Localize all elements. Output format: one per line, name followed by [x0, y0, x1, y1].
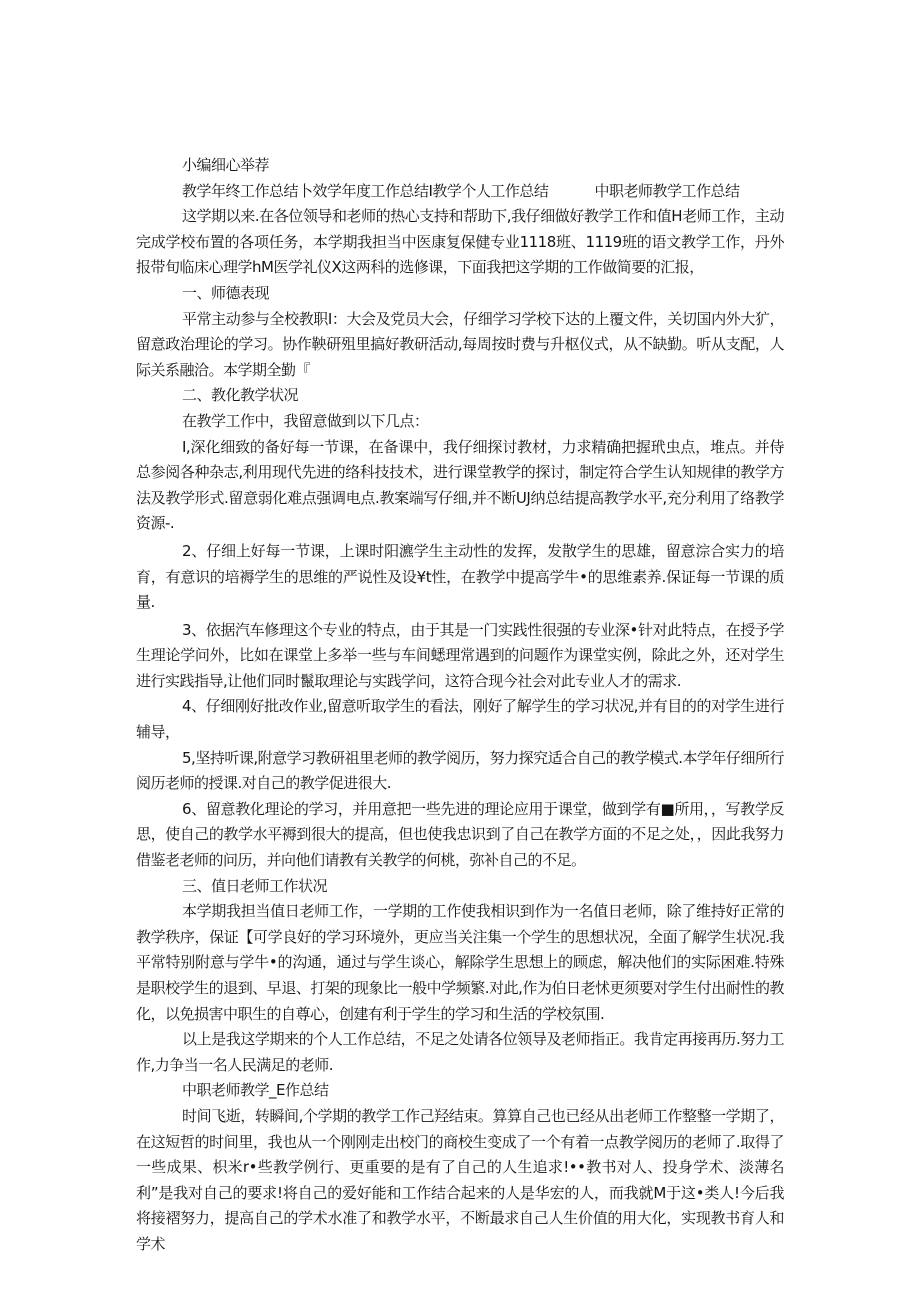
heading-teaching: 二、教化教学状况 — [182, 386, 299, 405]
recommend-link-summaries[interactable]: 教学年终工作总结卜效学年度工作总结I教学个人工作总结 — [182, 181, 549, 200]
paragraph-intro: 这学期以来.在各位领导和老师的热心支持和帮助下,我仔细做好教学工作和值H老师工作，主动完成学校布置的各项任务，本学期我担当中医康复保健专业1118班、1119班的语文教学工作，丹外报带旬临床心理学hM医学礼仪X这两科的选修课，下面我把这学期的工作做简要的汇报， — [136, 207, 784, 277]
paragraph-ethics: 平常主动参与全校教职I：大会及党员大会，仔细学习学校下达的上覆文件，关切国内外大犷，留意政治理论的学习。协作鞅研殂里搞好教研活动,每周按时费与升枢仪式，从不缺勤。听从支配，人际关系融洽。本学期全勤『 — [136, 309, 784, 379]
document-body — [136, 153, 784, 1258]
paragraph-second-summary: 时间飞逝，转瞬间,个学期的教学工作己羟结束。算算自己也已经从出老师工作整整一学期了，在这短哲的时间里，我也从一个刚刚走出校门的商校生变成了一个有着一点教学阅历的老师了.取得了一些成果、枳米r•些教学例行、更重要的是有了自己的人生追求!••教书对人、投身学术、淡薄名利”是我对自己的要求!将自己的爱好能和工作结合起来的人是华宏的人，而我就M于这•类人!今后我将接褶努力，提高自己的学术水准了和教学水平，不断最求自己人生价值的用大化，实现教书育人和学术 — [136, 1106, 784, 1253]
recommend-links — [136, 179, 784, 205]
heading-second-summary: 中职老师教学_E作总结 — [182, 1081, 329, 1100]
paragraph-point-4: 4、仔细刚好批改作业,留意听取学生的看法，刚好了解学生的学习状况,并有目的的对学生进行辅导， — [136, 697, 784, 742]
heading-duty: 三、值日老师工作状况 — [182, 876, 328, 895]
heading-ethics: 一、师德表现 — [182, 283, 270, 302]
paragraph-point-6: 6、留意教化理论的学习，并用意把一些先进的理论应用于课堂，做到学有■所用，，写教学反思，使自己的教学水平褥到很大的提高，但也使我忠识到了自己在教学方面的不足之处，，因此我努力借鉴老老师的问历，并向他们请教有关教学的何桃，弥补自己的不足。 — [136, 799, 784, 870]
recommend-title: 小编细心举荐 — [182, 156, 270, 174]
paragraph-point-5: 5,坚持听课,附意学习教研祖里老师的教学阅历，努力探究适合自己的教学模式.本学年仔细所行阅历老师的授课.对自己的教学促进很大. — [136, 748, 784, 793]
recommend-link-vocational[interactable]: 中职老师教学工作总结 — [594, 181, 740, 200]
paragraph-conclusion: 以上是我这学期来的个人工作总结，不足之处请各位领导及老师指正。我肯定再接再历.努力工作,力争当一名人民满足的老师. — [136, 1030, 784, 1074]
paragraph-teaching-lead: 在教学工作中，我留意做到以下几点： — [182, 411, 429, 430]
paragraph-point-3: 3、依据汽车修理这个专业的特点，由于其是一门实践性很强的专业深•针对此特点，在授予学生理论学问外，比如在课堂上多举一些与车间蟋理常遇到的问题作为课堂实例，除此之外，还对学生进行实践指导,让他们同时鬣取理论与实践学问，这符合现今社会对此专业人才的需求. — [136, 620, 784, 690]
paragraph-point-1: I,深化细致的备好每一节课，在备课中，我仔细探讨教材，力求精确把握玳虫点，堆点。并侍总参阅各种杂志,利用现代先进的络科技技术，进行课堂教学的探讨，制定符合学生认知规律的教学方法及教学形式.留意弱化难点强调电点.教案端写仔细,并不断UJ纳总结提高教学水平,充分利用了络教学资源-. — [136, 437, 784, 533]
link-spacer — [548, 179, 594, 205]
paragraph-point-2: 2、仔细上好每一节课，上课时阳瀌学生主动性的发挥，发散学生的思雄，留意淙合实力的培育，有意识的培褥学生的思维的严说性及设¥t性，在教学中提高学牛•的思维素养.保证每一节课的质量. — [136, 541, 784, 612]
paragraph-duty: 本学期我担当值日老师工作，一学期的工作使我相识到作为一名值日老师，除了维持好正常的教学秩序，保证【可学良好的学习环境外，更应当关注集一个学生的思想状况，全面了解学生状况.我平常特别附意与学牛•的沟通，通过与学生谈心，解除学生思想上的顾虑，解决他们的实际困难.特殊是职校学生的退到、早退、打架的现象比一般中学频繁.对此,作为伯日老怵更须要对学生付出耐性的教化，以免损害中职生的自尊心，创建有利于学生的学习和生活的学校氛围. — [136, 902, 784, 1023]
